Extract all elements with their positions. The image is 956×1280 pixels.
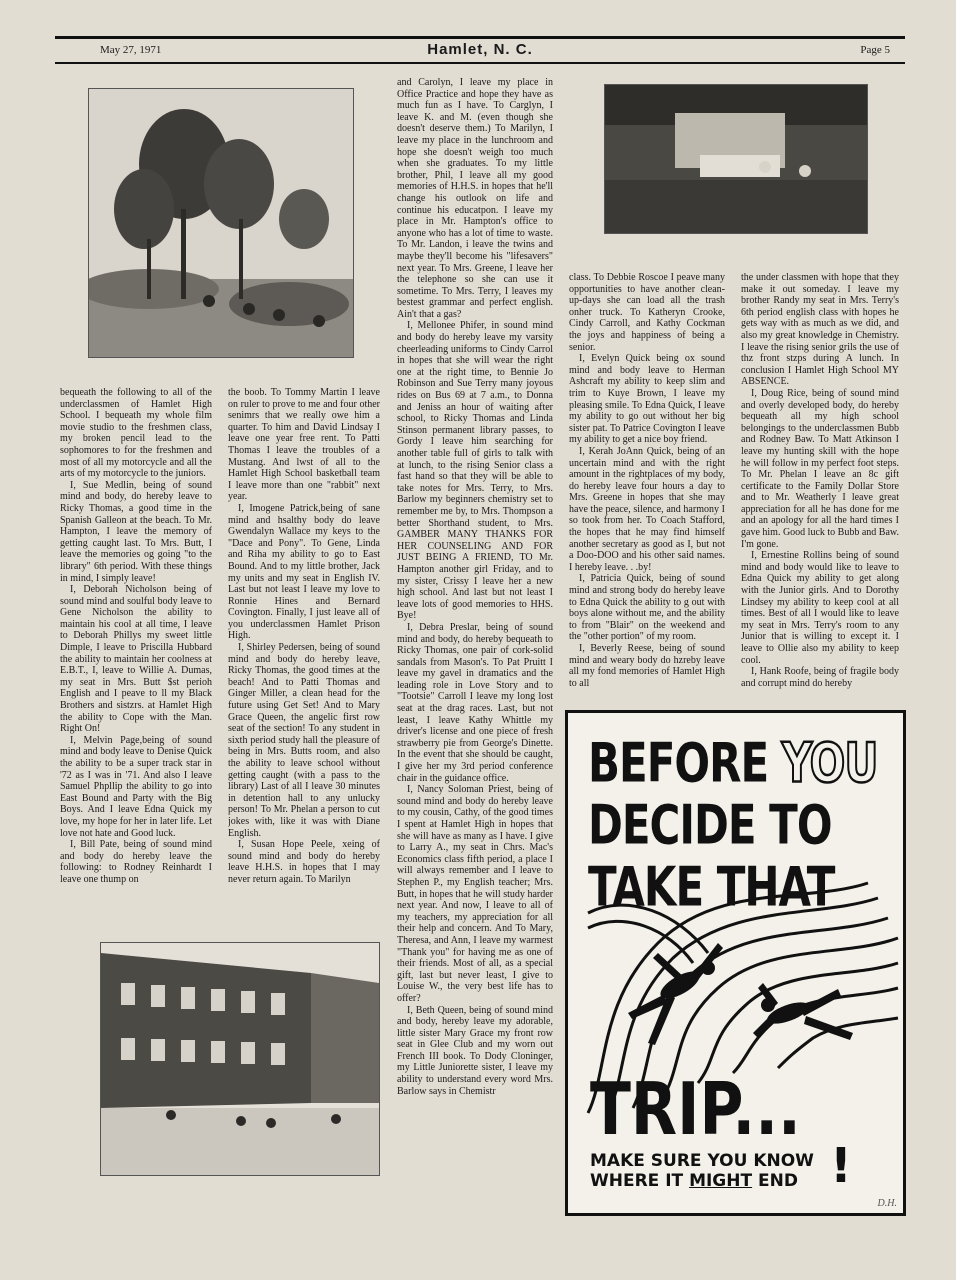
photo-stage-scene — [604, 84, 868, 234]
ad-word-you: YOU — [781, 731, 878, 795]
paragraph: I, Kerah JoAnn Quick, being of an uncertain mind and with the right amount in the rightplaces of my body, do hereby leave four hours a day to Mrs. Greene in hopes that she may have the peace, silence, and harmony I so took from her. To Coach Stafford, the hopes that he may find himself another secretary as good as I, but not a Doo-DOO and his other said names. I hereby leave. . .by! — [569, 445, 725, 573]
paragraph: I, Evelyn Quick being ox sound mind and body leave to Herman Ashcraft my ability to keep slim and trim to Kuye Brown, I leave my pleasing smile. To Edna Quick, I leave my ability to go out without her big sister pat. To Patrice Covington I leave my ability to get a nice boy friend. — [569, 353, 725, 446]
paragraph: bequeath the following to all of the underclassmen of Hamlet High School. I bequeath my whole film movie studio to the freshmen class, my broken pencil lead to the sophomores to for the freshmen and most of all my motorcycle and all the arts of my motorcycle to the juniors. — [60, 387, 212, 480]
paragraph: I, Doug Rice, being of sound mind and overly developed body, do hereby bequeath all my high school belongings to the underclassmen Bubb and Rodney Baw. To Matt Atkinson I leave my hunting skill with the hope he will follow in my perfect foot steps. To Mr. Phelan I leave an 8c gift certificate to the Family Dollar Store and to Mr. Weatherly I leave great appreciation for all he has done for me and an apology for all the hard times I gave him. Good luck to Bubb and Baw. I'm gone. — [741, 387, 899, 550]
article-column-1 — [60, 387, 212, 932]
header-page-number: Page 5 — [860, 44, 890, 56]
paragraph: class. To Debbie Roscoe I peave many opportunities to have another clean-up-days she can load all the trash onher truck. To Katheryn Crooke, Cindy Carroll, and Kathy Cockman the joys and happiness of being a senior. — [569, 272, 725, 353]
paragraph: I, Debra Preslar, being of sound mind and body, do hereby bequeath to Ricky Thomas, one pair of cork-solid sandals from Mason's. To Pat Pruitt I leave my gavel in dramatics and the leading role in Love Story and to "Tootsie" Carroll I leave my long lost seat at the drag races. Last, but not least, I leave Kathy Whittle my driver's license and one piece of fresh strawberry pie from George's Dinette. In the event that she should be caught, I give her my 3rd period conference chair in the guidance office. — [397, 621, 553, 784]
header-bottom-rule — [55, 62, 905, 64]
falling-figure-left — [628, 943, 723, 1045]
paragraph: I, Sue Medlin, being of sound mind and body, do hereby leave to Ricky Thomas, a good time in the Spanish Galleon at the beach. To Mr. Hampton, I leave the memory of getting caught last. To Mrs. Butt, I leave the memories og going "to the library" 6th period. With these things in mind, I simply leave! — [60, 479, 212, 584]
header-top-rule — [55, 36, 905, 39]
ad-headline-line-3: TAKE THAT — [588, 855, 835, 919]
ad-headline-line-2: DECIDE TO — [588, 793, 832, 857]
page-header — [60, 40, 900, 60]
paragraph: I, Ernestine Rollins being of sound mind and body would like to leave to Edna Quick my ability to get along with the Junior girls. And to Dorothy Lindsey my ability to keep cool at all times. Best of all I would like to leave my seat in Mrs. Terry's room to any Junior that is willing to except it. I leave to Ollie also my ability to keep cool. — [741, 550, 899, 666]
header-date: May 27, 1971 — [100, 44, 162, 56]
photo-school-building — [100, 942, 380, 1176]
trip-advertisement — [565, 710, 906, 1216]
photo-park-scene-graphic — [89, 89, 353, 357]
ad-subline — [590, 1151, 814, 1191]
paragraph: I, Patricia Quick, being of sound mind and strong body do hereby leave to Edna Quick the ability to g out with boys alone without me, and the ability to from "Blair" on the weekend and the "other portion" of my room. — [569, 573, 725, 643]
paragraph: I, Imogene Patrick,being of sane mind and hsalthy body do leave Gwendalyn Wallace my keys to the "Dace and Pony". To Gene, Linda and Riha my ability to go to East Bound. And to my little brother, Jack my units and my seat in English IV. Last but not least I leave my love to Ronnie Hines and Bernard Covington. Finally, I just leave all of you underclassmen Hamlet Prison High. — [228, 502, 380, 642]
article-column-4 — [569, 272, 725, 702]
paragraph: the boob. To Tommy Martin I leave on ruler to prove to me and four other senimrs that we really owe him a quarter. To him and David Lindsay I leave one year free rent. To Patti Thomas I leave the troubles of a Mustang. And lwst of all to the Hamlet High School basketball team I leave more than one "rabbit" next year. — [228, 387, 380, 503]
paragraph: I, Beth Queen, being of sound mind and body, hereby leave my adorable, little sister Mary Grace my front row seat in Glee Club and my worn out French III book. To Dody Cloninger, my Little Juniorette sister, I leave my ability to understand every word Mrs. Barlow says in Chemistr — [397, 1004, 553, 1097]
ad-subline-2c: END — [752, 1171, 798, 1191]
article-column-3 — [397, 77, 553, 1224]
artist-signature: D.H. — [877, 1198, 897, 1209]
paragraph: I, Nancy Soloman Priest, being of sound mind and body do hereby leave to my cousin, Cathy, of the good times I spent at Hamlet High in hopes that she will have as many as I have. I give to Larry A., my seat in Chrs. Mac's Economics class fifth period, a place I will always remember and I leave to Stephen P., my English teacher; Mrs. Butt, in hopes that he will study harder next year. And now, I leave to all of my teachers, my appreciation for all their help and concern. And To Mary, Theresa, and Ann, I leave my warmest "Thank you" for having me as one of their friends. Most of all, as a special gift, last but never least, I give to Louise W., the very best life has to offer? — [397, 784, 553, 1004]
ad-trip-word: TRIP... — [590, 1068, 801, 1152]
paragraph: I, Shirley Pedersen, being of sound mind and body do hereby leave, Ricky Thomas, the good times at the beach! And to Patti Thomas and Ginger Miller, a clean head for the future using Get Set! And to Mary Grace Queen, the angelic first row seat of the section! To any student in sixth period study hall the pleasure of being in Mrs. Butts room, and also the ability to leave school without getting caught (with a pass to the library) Last of all I leave 30 minutes in detention hall to any unlucky person! To Mr. Phelan a person to cut jokes with, like it was with Diane English. — [228, 642, 380, 839]
ad-subline-1: MAKE SURE YOU KNOW — [590, 1151, 814, 1171]
paragraph: I, Deborah Nicholson being of sound mind and soulful body leave to Gene Nicholson the ability to maintain his cool at all time, I leave to Deborah Phillys my sweet little Dimple, I leave to Priscilla Hubbard the ability to maintain her coolness at E.B.T., I, leave to Willie A. Dumas, my seat in Mrs. Butt $st perioh English and I peave to ll my Black Brothers and sistzrs. at Hamlet High the ability to Cope with the Man. Right On! — [60, 584, 212, 735]
falling-figure-right — [753, 983, 853, 1040]
photo-park-scene — [88, 88, 354, 358]
ad-subline-2 — [590, 1171, 814, 1191]
header-title: Hamlet, N. C. — [427, 41, 533, 58]
ad-subline-2a: WHERE IT — [590, 1171, 690, 1191]
paragraph: I, Mellonee Phifer, in sound mind and body do hereby leave my varsity cheerleading uniforms to Cindy Carrol in hopes that she will wear the right one at the right time, to Bennie Jo Robinson and Sue Terry many joyous rides on Bus 69 at 7 a.m., to Donna and Jeniss an hour of waiting after school, to Ricky Thomas and Linda Stinson permanent library passes, to Gordy I leave him searching for another table full of girls to talk with at lunch, to the rising Senior class a fast hand so that they will be able to take notes for Mrs. Terry, to Mrs. Barlow my beginners chemistry set to remember me by, to Mrs. Thompson a better Shorthand student, to Mrs. GAMBER MANY THANKS FOR HER COUNSELING AND FOR JUST BEING A FRIEND, TO Mr. Hampton another girl Friday, and to my sister, Crissy I leave her a new high school. And last but not least I leave lots of good memories to HHS. Bye! — [397, 320, 553, 622]
paragraph: I, Susan Hope Peele, xeing of sound mind and body do hereby leave H.H.S. in hopes that I may never return again. To Marilyn — [228, 839, 380, 885]
article-column-2 — [228, 387, 380, 932]
ad-word-before: BEFORE — [588, 731, 769, 795]
photo-school-building-graphic — [101, 943, 379, 1175]
paragraph: I, Melvin Page,being of sound mind and body leave to Denise Quick the ability to be a super track star in '72 as I was in '71. And also I leave Samuel Phpllip the ability to go into East Bound and Party with the Big Boys. And I leave Edna Quick my love, my hope for her in later life. Let love not hate and Good luck. — [60, 734, 212, 839]
photo-stage-scene-graphic — [605, 85, 867, 233]
ad-subline-2b: MIGHT — [689, 1171, 753, 1191]
paragraph: I, Beverly Reese, being of sound mind and weary body do hzreby leave all my fond memories of Hamlet High to all — [569, 643, 725, 689]
paragraph: I, Bill Pate, being of sound mind and body do hereby leave the following: to Rodney Reinhardt I leave one thump on — [60, 839, 212, 885]
paragraph: and Carolyn, I leave my place in Office Practice and hope they have as much fun as I have. To Carglyn, I leave K. and M. (even though she doesn't deserve them.) To Marilyn, I leave my place in the lunchroom and hope she doesn't weigh too much when she graduates. To my little brother, Phil, I leave all my good memories of H.H.S. in hopes that he'll change his outlook on life and continue his educatpon. I leave my place in Mr. Hampton's office to anyone who has a lot of time to waste. To Mr. Landon, i leave the twins and maybe they'll become his "lifesavers" next year. To Mrs. Greene, I leave her the telephone so she can use it sometime. To Mrs. Terry, I leaves my bestest grammar and perfect english. Ain't that a gas? — [397, 77, 553, 320]
ad-headline-line-1 — [588, 731, 878, 795]
paragraph: the under classmen with hope that they make it out someday. I leave my brother Randy my seat in Mrs. Terry's 6th period english class with hopes he gets way with as much as we did, and also my great knowledge in Chemistry. I leave the rising senior grils the use of thz front stzps during A lunch. In conclusion I Hamlet High School MY ABSENCE. — [741, 272, 899, 388]
article-column-5 — [741, 272, 899, 702]
ad-exclamation: ! — [830, 1138, 852, 1194]
paragraph: I, Hank Roofe, being of fragile body and corrupt mind do hereby — [741, 666, 899, 689]
